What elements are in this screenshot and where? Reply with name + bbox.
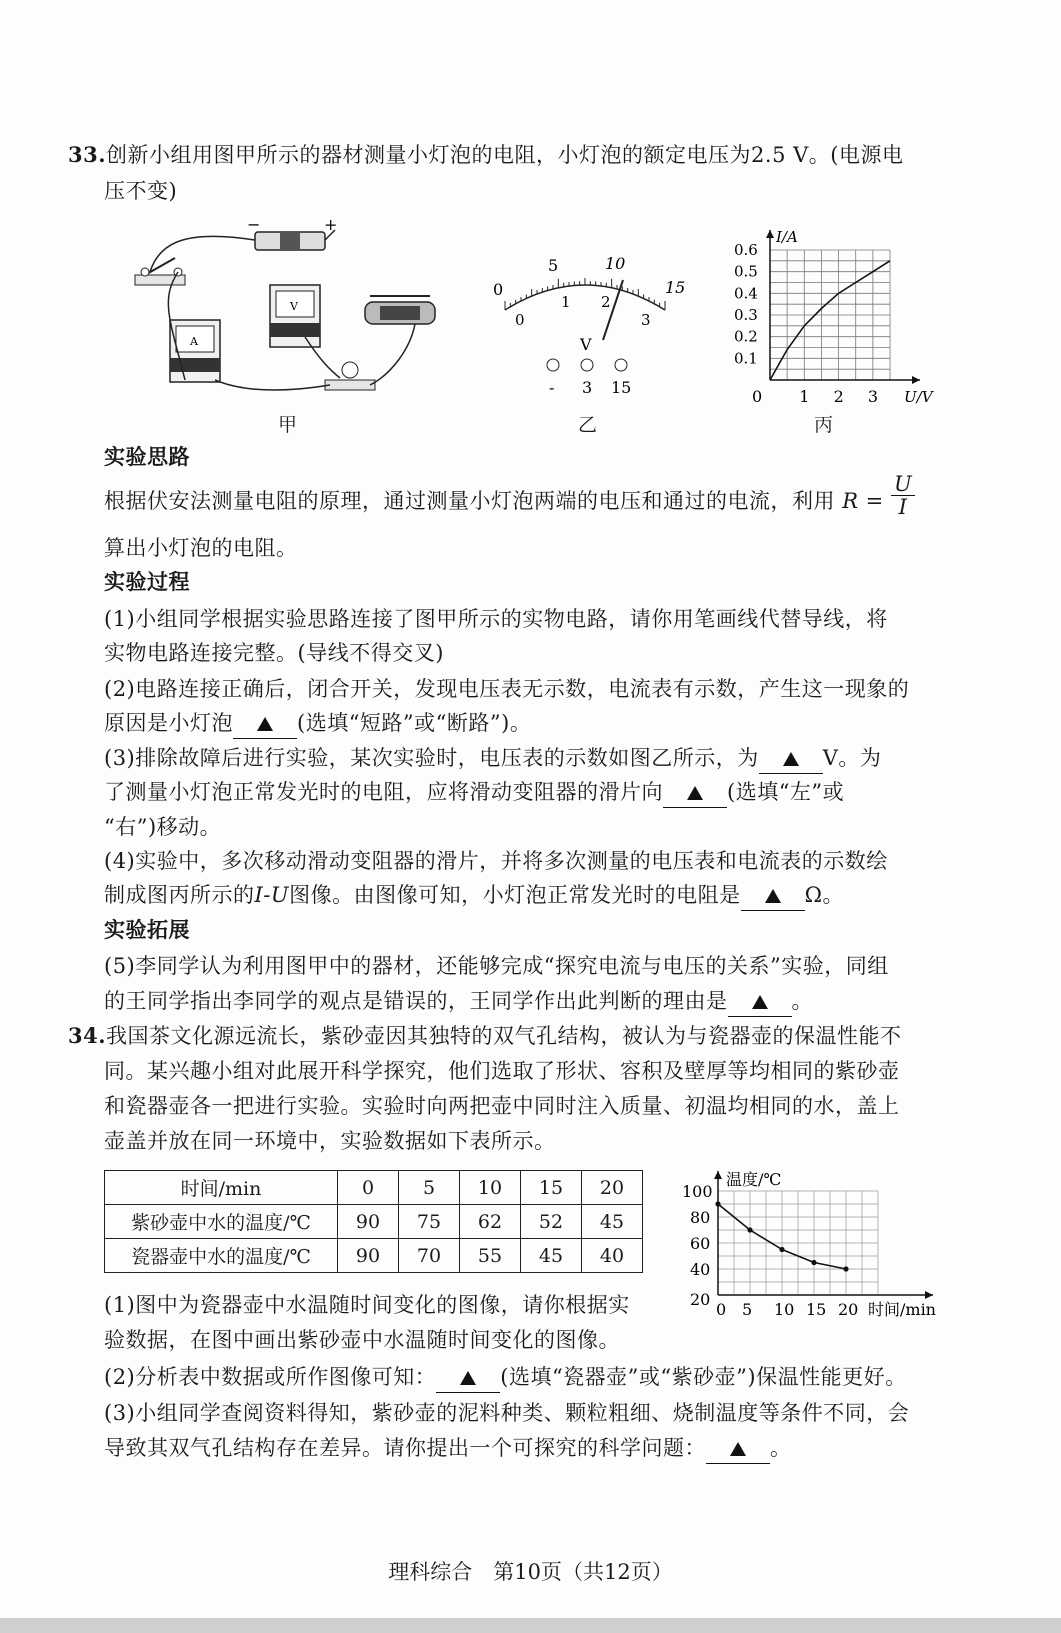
heading-extension: 实验拓展 bbox=[104, 917, 190, 942]
p3-line-3: “右”)移动。 bbox=[104, 815, 222, 839]
svg-text:A: A bbox=[190, 335, 198, 348]
dial-outer-tick-2: 10 bbox=[605, 254, 626, 273]
triangle-icon bbox=[730, 1442, 746, 1456]
q33-intro-line-2: 压不变) bbox=[104, 179, 178, 203]
formula-denominator: I bbox=[898, 495, 908, 519]
x-tick-label: 0 bbox=[716, 1300, 727, 1319]
y-axis-label: I/A bbox=[776, 228, 798, 246]
answer-blank-p4[interactable] bbox=[741, 880, 805, 911]
heading-process: 实验过程 bbox=[104, 569, 190, 594]
dial-inner-tick-3: 3 bbox=[641, 311, 651, 329]
table-cell: 90 bbox=[338, 1205, 399, 1239]
terminal-label-neg: - bbox=[549, 378, 555, 397]
x-tick-label: 10 bbox=[774, 1300, 795, 1319]
q34-p3-line-1: (3)小组同学查阅资料得知，紫砂壶的泥料种类、颗粒粗细、烧制温度等条件不同，会 bbox=[104, 1401, 910, 1425]
x-tick-label: 3 bbox=[867, 387, 879, 406]
battery-icon bbox=[247, 215, 337, 250]
formula-lhs: R = bbox=[842, 489, 884, 513]
x-tick-label: 2 bbox=[833, 387, 844, 406]
answer-blank-q34-p2[interactable] bbox=[436, 1362, 500, 1393]
table-header-cell: 10 bbox=[460, 1171, 521, 1205]
y-tick-label: 0.4 bbox=[734, 284, 758, 303]
q34-p3-end: 。 bbox=[770, 1436, 792, 1460]
fig-caption-bing: 丙 bbox=[814, 414, 834, 436]
p5-line-1: (5)李同学认为利用图甲中的器材，还能够完成“探究电流与电压的关系”实验，同组 bbox=[104, 954, 889, 978]
table-cell: 45 bbox=[582, 1205, 643, 1239]
table-cell: 紫砂壶中水的温度/℃ bbox=[105, 1205, 338, 1239]
svg-text:+: + bbox=[324, 215, 338, 234]
q34-intro-line-3: 和瓷器壶各一把进行实验。实验时向两把壶中同时注入质量、初温均相同的水，盖上 bbox=[104, 1094, 900, 1118]
table-cell: 瓷器壶中水的温度/℃ bbox=[105, 1239, 338, 1273]
q34-intro-line-4: 壶盖并放在同一环境中，实验数据如下表所示。 bbox=[104, 1129, 556, 1153]
triangle-icon bbox=[765, 889, 781, 903]
triangle-icon bbox=[783, 752, 799, 766]
dial-scale-ticks bbox=[505, 278, 665, 310]
y-tick-label: 60 bbox=[690, 1234, 711, 1253]
heading-idea: 实验思路 bbox=[104, 444, 190, 469]
idea-line-1 bbox=[104, 472, 915, 519]
q34-intro-line-2: 同。某兴趣小组对此展开科学探究，他们选取了形状、容积及壁厚等均相同的紫砂壶 bbox=[104, 1059, 900, 1083]
answer-blank-p5[interactable] bbox=[728, 986, 792, 1017]
x-axis-label: U/V bbox=[904, 388, 933, 406]
q34-p1-line-1: (1)图中为瓷器壶中水温随时间变化的图像，请你根据实 bbox=[104, 1293, 630, 1317]
voltmeter-icon bbox=[270, 285, 320, 347]
scan-bottom-edge bbox=[0, 1618, 1061, 1633]
temperature-table bbox=[104, 1170, 643, 1273]
idea-line-2: 算出小灯泡的电阻。 bbox=[104, 536, 298, 560]
x-tick-label: 0 bbox=[752, 387, 763, 406]
switch-icon bbox=[135, 258, 185, 285]
y-tick-label: 0.3 bbox=[734, 306, 758, 324]
q33-intro-line-1 bbox=[68, 140, 903, 170]
q34-p3-line-2 bbox=[104, 1433, 792, 1464]
dial-outer-tick-1: 5 bbox=[548, 256, 559, 275]
formula-fraction bbox=[891, 473, 915, 518]
p3b-text: 了测量小灯泡正常发光时的电阻，应将滑动变阻器的滑片向 bbox=[104, 780, 663, 804]
iu-chart bbox=[728, 225, 933, 406]
x-axis-arrow bbox=[925, 1291, 933, 1299]
q34-p2-text-post: (选填“瓷器壶”或“紫砂壶”)保温性能更好。 bbox=[500, 1365, 907, 1389]
table-cell: 45 bbox=[521, 1239, 582, 1273]
triangle-icon bbox=[752, 995, 768, 1009]
y-axis-arrow bbox=[714, 1171, 722, 1179]
voltmeter-dial-figure bbox=[485, 245, 695, 400]
table-row bbox=[105, 1239, 643, 1273]
p2-line-2 bbox=[104, 708, 531, 739]
table-cell: 40 bbox=[582, 1239, 643, 1273]
data-point bbox=[779, 1247, 784, 1252]
terminal-3 bbox=[581, 359, 593, 371]
formula-numerator: U bbox=[891, 473, 915, 496]
p4-text: 制成图丙所示的 bbox=[104, 883, 255, 907]
table-cell: 90 bbox=[338, 1239, 399, 1273]
y-tick-label: 0.5 bbox=[734, 262, 758, 281]
y-tick-label: 40 bbox=[690, 1260, 711, 1279]
answer-blank-q34-p3[interactable] bbox=[706, 1433, 770, 1464]
dial-inner-tick-2: 2 bbox=[601, 293, 611, 311]
q34-p1-line-2: 验数据，在图中画出紫砂壶中水温随时间变化的图像。 bbox=[104, 1328, 620, 1352]
x-axis-label: 时间/min bbox=[868, 1300, 936, 1319]
p1-line-2: 实物电路连接完整。(导线不得交叉) bbox=[104, 641, 444, 665]
p4-line-2 bbox=[104, 880, 844, 911]
q34-p3-text: 导致其双气孔结构存在差异。请你提出一个可探究的科学问题： bbox=[104, 1436, 706, 1460]
table-header-cell: 时间/min bbox=[105, 1171, 338, 1205]
y-tick-label: 100 bbox=[682, 1182, 713, 1201]
q34-p2-line bbox=[104, 1362, 907, 1393]
p3-text: (3)排除故障后进行实验，某次实验时，电压表的示数如图乙所示，为 bbox=[104, 746, 759, 770]
table-header-row bbox=[105, 1171, 643, 1205]
circuit-figure bbox=[130, 210, 460, 405]
dial-inner-tick-1: 1 bbox=[561, 293, 571, 311]
y-tick-label: 0.1 bbox=[734, 349, 758, 368]
y-axis-arrow bbox=[766, 230, 774, 238]
x-axis-arrow bbox=[912, 376, 920, 384]
terminal-neg bbox=[547, 359, 559, 371]
table-cell: 52 bbox=[521, 1205, 582, 1239]
table-cell: 70 bbox=[399, 1239, 460, 1273]
iu-curve bbox=[770, 261, 890, 380]
q34-number: 34. bbox=[68, 1023, 107, 1048]
y-tick-label: 80 bbox=[690, 1208, 711, 1227]
table-header-cell: 20 bbox=[582, 1171, 643, 1205]
x-tick-label: 15 bbox=[806, 1300, 827, 1319]
fig-caption-yi: 乙 bbox=[578, 414, 598, 436]
p3-line-1 bbox=[104, 743, 881, 774]
data-point bbox=[715, 1201, 720, 1206]
y-tick-label: 20 bbox=[690, 1290, 711, 1309]
p2-line-1: (2)电路连接正确后，闭合开关，发现电压表无示数，电流表有示数，产生这一现象的 bbox=[104, 677, 910, 701]
table-header-cell: 5 bbox=[399, 1171, 460, 1205]
dial-outer-tick-3: 15 bbox=[665, 278, 686, 297]
q34-p2-text: (2)分析表中数据或所作图像可知： bbox=[104, 1365, 437, 1389]
p3b-text-post: (选填“左”或 bbox=[727, 780, 845, 804]
p3-text-post: V。为 bbox=[822, 746, 882, 770]
svg-text:V: V bbox=[290, 300, 298, 313]
idea-text-1: 根据伏安法测量电阻的原理，通过测量小灯泡两端的电压和通过的电流，利用 bbox=[104, 489, 835, 513]
y-tick-label: 0.6 bbox=[734, 241, 758, 259]
y-tick-label: 0.2 bbox=[734, 327, 758, 346]
q33-intro-text-1: 创新小组用图甲所示的器材测量小灯泡的电阻，小灯泡的额定电压为2.5 V。(电源电 bbox=[106, 143, 904, 167]
triangle-icon bbox=[460, 1371, 476, 1385]
temperature-chart bbox=[676, 1165, 951, 1330]
rheostat-icon bbox=[365, 296, 435, 324]
q34-intro-text-1: 我国茶文化源远流长，紫砂壶因其独特的双气孔结构，被认为与瓷器壶的保温性能不 bbox=[106, 1024, 902, 1048]
p5-text: 的王同学指出李同学的观点是错误的，王同学作出此判断的理由是 bbox=[104, 989, 728, 1013]
p4-line-1: (4)实验中，多次移动滑动变阻器的滑片，并将多次测量的电压表和电流表的示数绘 bbox=[104, 849, 888, 873]
terminal-label-15: 15 bbox=[611, 378, 632, 397]
answer-blank-p3b[interactable] bbox=[663, 777, 727, 808]
table-header-cell: 15 bbox=[521, 1171, 582, 1205]
q33-number: 33. bbox=[68, 142, 107, 167]
data-point bbox=[843, 1266, 848, 1271]
page-footer: 理科综合 第10页（共12页） bbox=[388, 1560, 673, 1584]
table-row bbox=[105, 1205, 643, 1239]
p2-text-post: (选填“短路”或“断路”)。 bbox=[297, 711, 532, 735]
p4-text-mid: 图像。由图像可知，小灯泡正常发光时的电阻是 bbox=[289, 883, 741, 907]
p3-line-2 bbox=[104, 777, 844, 808]
dial-outer-tick-0: 0 bbox=[493, 280, 504, 299]
p4-iu: I-U bbox=[254, 883, 290, 907]
data-point bbox=[811, 1260, 816, 1265]
data-point bbox=[747, 1227, 752, 1232]
table-cell: 55 bbox=[460, 1239, 521, 1273]
y-axis-label: 温度/℃ bbox=[726, 1170, 782, 1189]
p5-line-2 bbox=[104, 986, 813, 1017]
x-tick-label: 20 bbox=[838, 1300, 859, 1319]
answer-blank-p3a[interactable] bbox=[759, 743, 823, 774]
p2-text: 原因是小灯泡 bbox=[104, 711, 233, 735]
bulb-icon bbox=[325, 362, 375, 390]
x-tick-label: 5 bbox=[742, 1300, 753, 1319]
triangle-icon bbox=[257, 717, 273, 731]
svg-text:−: − bbox=[247, 215, 261, 234]
p5-text-post: 。 bbox=[791, 989, 813, 1013]
q34-intro-line-1 bbox=[68, 1021, 902, 1051]
x-tick-label: 1 bbox=[799, 387, 810, 406]
table-header-cell: 0 bbox=[338, 1171, 399, 1205]
table-cell: 62 bbox=[460, 1205, 521, 1239]
answer-blank-p2[interactable] bbox=[233, 708, 297, 739]
p1-line-1: (1)小组同学根据实验思路连接了图甲所示的实物电路，请你用笔画线代替导线，将 bbox=[104, 607, 888, 631]
triangle-icon bbox=[687, 786, 703, 800]
dial-unit: V bbox=[580, 335, 592, 354]
fig-caption-jia: 甲 bbox=[278, 414, 298, 436]
terminal-15 bbox=[615, 359, 627, 371]
p4-text-post: Ω。 bbox=[804, 883, 845, 907]
dial-inner-tick-0: 0 bbox=[515, 311, 525, 329]
terminal-label-3: 3 bbox=[582, 378, 593, 397]
table-cell: 75 bbox=[399, 1205, 460, 1239]
